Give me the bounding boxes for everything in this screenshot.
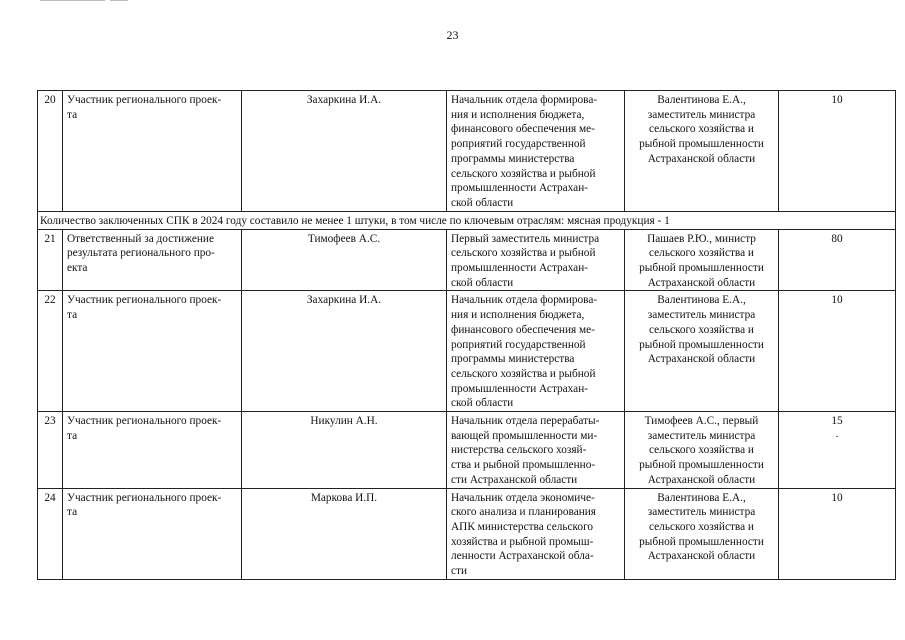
scan-artifact xyxy=(110,0,128,1)
section-heading: Количество заключенных СПК в 2024 году составило не менее 1 штуки, в том числе по ключевым отраслям: мясная продукция - 1 xyxy=(38,211,896,229)
row-number: 20 xyxy=(38,91,63,212)
person-name: Тимофеев А.С. xyxy=(242,229,447,291)
position-cell: Начальник отдела перерабаты- вающей промышленности ми- нистерства сельского хозяй- ства и рыбной промышленно- сти Астраханской области xyxy=(447,412,625,489)
role-cell: Участник регионального проек- та xyxy=(63,488,242,579)
position-cell: Начальник отдела формирова- ния и исполнения бюджета, финансового обеспечения ме- роприятий государственной программы министерства сельского хозяйства и рыбной промышленности Астрахан- ской области xyxy=(447,91,625,212)
workload-value: 10 xyxy=(779,291,896,412)
scan-artifact xyxy=(40,0,105,1)
supervisor-cell: Валентинова Е.А., заместитель министра сельского хозяйства и рыбной промышленности Астраханской области xyxy=(625,291,779,412)
table-row xyxy=(38,291,896,412)
workload-value: 10 xyxy=(779,91,896,212)
position-cell: Начальник отдела экономиче- ского анализа и планирования АПК министерства сельского хозяйства и рыбной промыш- ленности Астраханской обла- сти xyxy=(447,488,625,579)
supervisor-cell: Тимофеев А.С., первый заместитель министра сельского хозяйства и рыбной промышленности Астраханской области xyxy=(625,412,779,489)
person-name: Захаркина И.А. xyxy=(242,91,447,212)
role-cell: Участник регионального проек- та xyxy=(63,412,242,489)
supervisor-cell: Валентинова Е.А., заместитель министра сельского хозяйства и рыбной промышленности Астраханской области xyxy=(625,91,779,212)
person-name: Захаркина И.А. xyxy=(242,291,447,412)
position-cell: Первый заместитель министра сельского хозяйства и рыбной промышленности Астрахан- ской области xyxy=(447,229,625,291)
stray-mark: . xyxy=(835,427,839,440)
position-cell: Начальник отдела формирова- ния и исполнения бюджета, финансового обеспечения ме- роприятий государственной программы министерства сельского хозяйства и рыбной промышленности Астрахан- ской области xyxy=(447,291,625,412)
person-name: Маркова И.П. xyxy=(242,488,447,579)
section-row xyxy=(38,211,896,229)
role-cell: Ответственный за достижение результата регионального про- екта xyxy=(63,229,242,291)
page-number: 23 xyxy=(446,28,459,42)
workload-number: 15 xyxy=(831,415,843,428)
table-row xyxy=(38,91,896,212)
role-cell: Участник регионального проек- та xyxy=(63,291,242,412)
row-number: 23 xyxy=(38,412,63,489)
workload-value: 80 xyxy=(779,229,896,291)
row-number: 21 xyxy=(38,229,63,291)
row-number: 22 xyxy=(38,291,63,412)
supervisor-cell: Пашаев Р.Ю., министр сельского хозяйства и рыбной промышленности Астраханской области xyxy=(625,229,779,291)
role-cell: Участник регионального проек- та xyxy=(63,91,242,212)
workload-value xyxy=(779,412,896,489)
row-number: 24 xyxy=(38,488,63,579)
supervisor-cell: Валентинова Е.А., заместитель министра сельского хозяйства и рыбной промышленности Астраханской области xyxy=(625,488,779,579)
table-row xyxy=(38,412,896,489)
responsibility-table xyxy=(37,90,896,580)
workload-value: 10 xyxy=(779,488,896,579)
table-row xyxy=(38,229,896,291)
person-name: Никулин А.Н. xyxy=(242,412,447,489)
table-row xyxy=(38,488,896,579)
